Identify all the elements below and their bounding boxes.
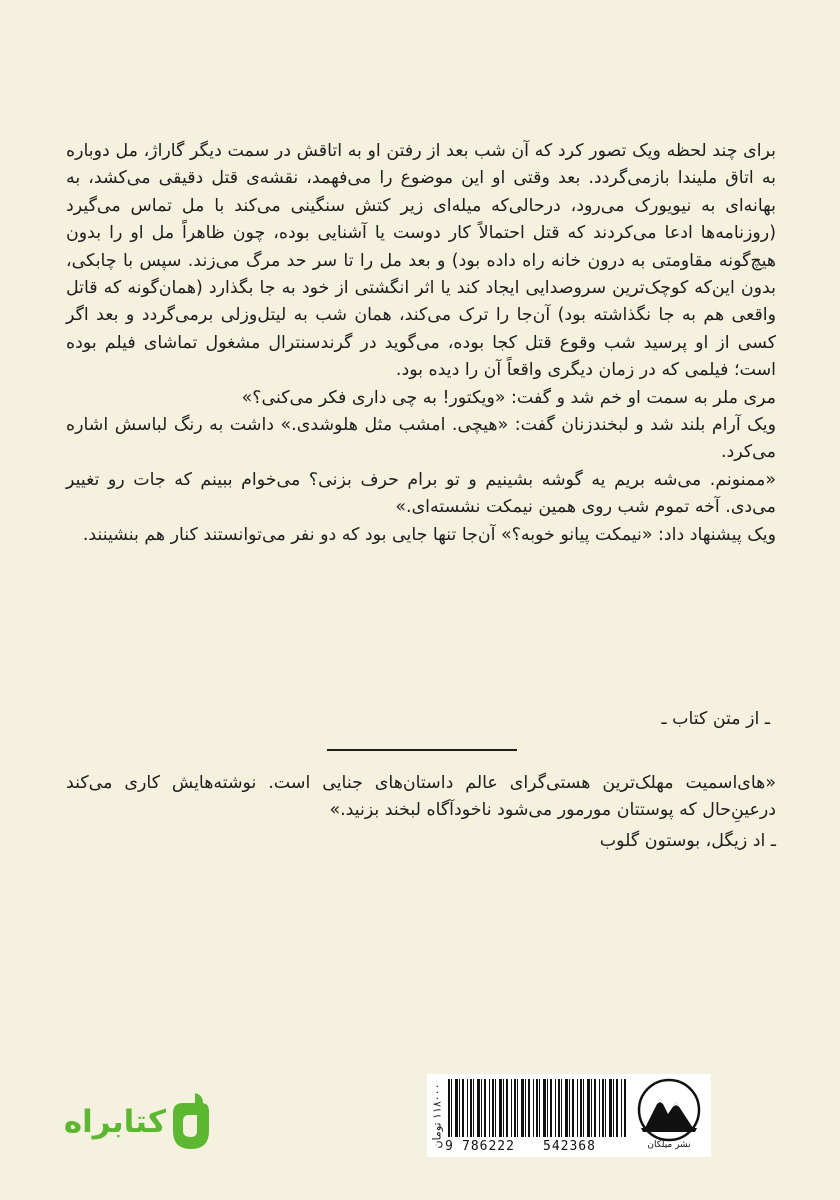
barcode-bars (448, 1079, 626, 1137)
review-attribution: ـ اد زیگل، بوستون گلوب (599, 830, 776, 851)
excerpt-paragraph-1: برای چند لحظه ویک تصور کرد که آن شب بعد از رفتن او به اتاقش در سمت دیگر گاراژ، مل دوباره به اتاق ملیندا بازمی‌گردد. بعد وقتی او این موضوع را می‌فهمد، نقشه‌ی قتل دقیقی می‌کشد، به بهانه‌ای به نیویورک می‌رود، درحالی‌که میله‌ای زیر کتش سنگینی می‌کند با مل تماس می‌گیرد (روزنامه‌ها ادعا می‌کردند که قتل احتمالاً کار دوست یا آشنایی بوده، چون ظاهراً مل او را بدون هیچ‌گونه مقاومتی به درون خانه راه داده بود) و بعد مل را تا سر حد مرگ می‌زند. سپس با چابکی، بدون این‌که کوچک‌ترین سروصدایی ایجاد کند یا اثر انگشتی از خود به جا بگذارد (همان‌گونه که قاتل واقعی هم به جا نگذاشته بود) آن‌جا را ترک می‌کند، همان شب به لیتل‌وزلی برمی‌گردد و بعد اگر کسی از او پرسید شب وقوع قتل کجا بوده، می‌گوید در گرندسنترال مشغول تماشای فیلم بوده است؛ فیلمی که در زمان دیگری واقعاً آن را دیده بود. (66, 141, 776, 381)
review-quote: «های‌اسمیت مهلک‌ترین هستی‌گرای عالم داستان‌های جنایی است. نوشته‌هایش کاری می‌کند درعینِ‌حال که پوستتان مورمور می‌شود ناخودآگاه لبخند بزنید.» (66, 773, 776, 821)
excerpt-source: ـ از متن کتاب ـ (661, 709, 770, 729)
book-excerpt (66, 138, 776, 549)
barcode-lead-digit: 9 (445, 1139, 453, 1154)
price-text: ۱۱۸۰۰۰ تومان (430, 1082, 444, 1149)
barcode-left-digits: 786222 (462, 1139, 515, 1154)
section-divider (327, 749, 517, 751)
review-quote-block (66, 770, 776, 855)
publisher-name: نشر میلکان (647, 1140, 691, 1150)
excerpt-paragraph-5: ویک پیشنهاد داد: «نیمکت پیانو خوبه؟» آن‌جا تنها جایی بود که دو نفر می‌توانستند کنار هم بنشینند. (82, 524, 776, 545)
excerpt-paragraph-4: «ممنونم. می‌شه بریم یه گوشه بشینیم و تو برام حرف بزنی؟ می‌خوام ببینم که جات رو تغییر می‌دی. آخه تموم شب روی همین نیمکت نشسته‌ای.» (66, 469, 776, 518)
excerpt-paragraph-2: مری ملر به سمت او خم شد و گفت: «ویکتور! به چی داری فکر می‌کنی؟» (241, 387, 776, 408)
katabrah-logo-icon (169, 1091, 211, 1153)
price-label (429, 1076, 445, 1155)
excerpt-paragraph-3: ویک آرام بلند شد و لبخندزنان گفت: «هیچی. امشب مثل هلوشدی.» داشت به رنگ لباسش اشاره می‌کرد. (66, 415, 776, 463)
barcode-right-digits: 542368 (543, 1139, 596, 1154)
katabrah-wordmark: کتابراه (63, 1104, 166, 1140)
katabrah-brand (42, 1091, 212, 1153)
